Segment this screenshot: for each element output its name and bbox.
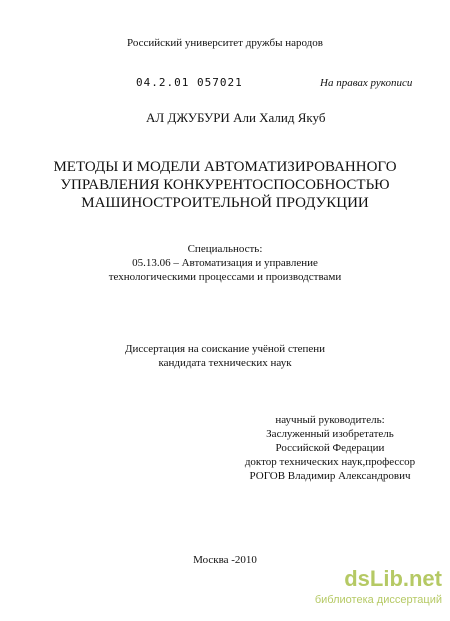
city-year: Москва -2010 bbox=[193, 554, 257, 566]
dissertation-title bbox=[0, 158, 450, 212]
university-name: Российский университет дружбы народов bbox=[127, 37, 323, 49]
adviser-line-1: научный руководитель: bbox=[275, 414, 385, 426]
specialty-label: Специальность: bbox=[187, 243, 263, 255]
rights-note: На правах рукописи bbox=[320, 77, 413, 89]
degree-block bbox=[0, 342, 450, 370]
specialty-line-1: 05.13.06 – Автоматизация и управление bbox=[132, 257, 318, 269]
watermark-logo: dsLib.net bbox=[344, 566, 442, 591]
specialty-line-2: технологическими процессами и производствами bbox=[108, 271, 342, 283]
specialty-block bbox=[0, 242, 450, 284]
watermark-subtitle: библиотека диссертаций bbox=[314, 594, 442, 606]
adviser-line-3: Российской Федерации bbox=[275, 442, 385, 454]
watermark bbox=[314, 566, 448, 614]
title-line-3: МАШИНОСТРОИТЕЛЬНОЙ ПРОДУКЦИИ bbox=[81, 195, 369, 211]
title-line-1: МЕТОДЫ И МОДЕЛИ АВТОМАТИЗИРОВАННОГО bbox=[53, 159, 397, 175]
degree-line-1: Диссертация на соискание учёной степени bbox=[124, 343, 326, 355]
degree-line-2: кандидата технических наук bbox=[158, 357, 292, 369]
registration-code: 04.2.01 057021 bbox=[136, 76, 243, 89]
adviser-block bbox=[240, 413, 420, 483]
adviser-line-4: доктор технических наук,профессор bbox=[244, 456, 416, 468]
adviser-line-2: Заслуженный изобретатель bbox=[266, 428, 394, 440]
author-name: АЛ ДЖУБУРИ Али Халид Якуб bbox=[146, 110, 326, 125]
title-line-2: УПРАВЛЕНИЯ КОНКУРЕНТОСПОСОБНОСТЬЮ bbox=[60, 177, 390, 193]
adviser-line-5: РОГОВ Владимир Александрович bbox=[249, 470, 411, 482]
